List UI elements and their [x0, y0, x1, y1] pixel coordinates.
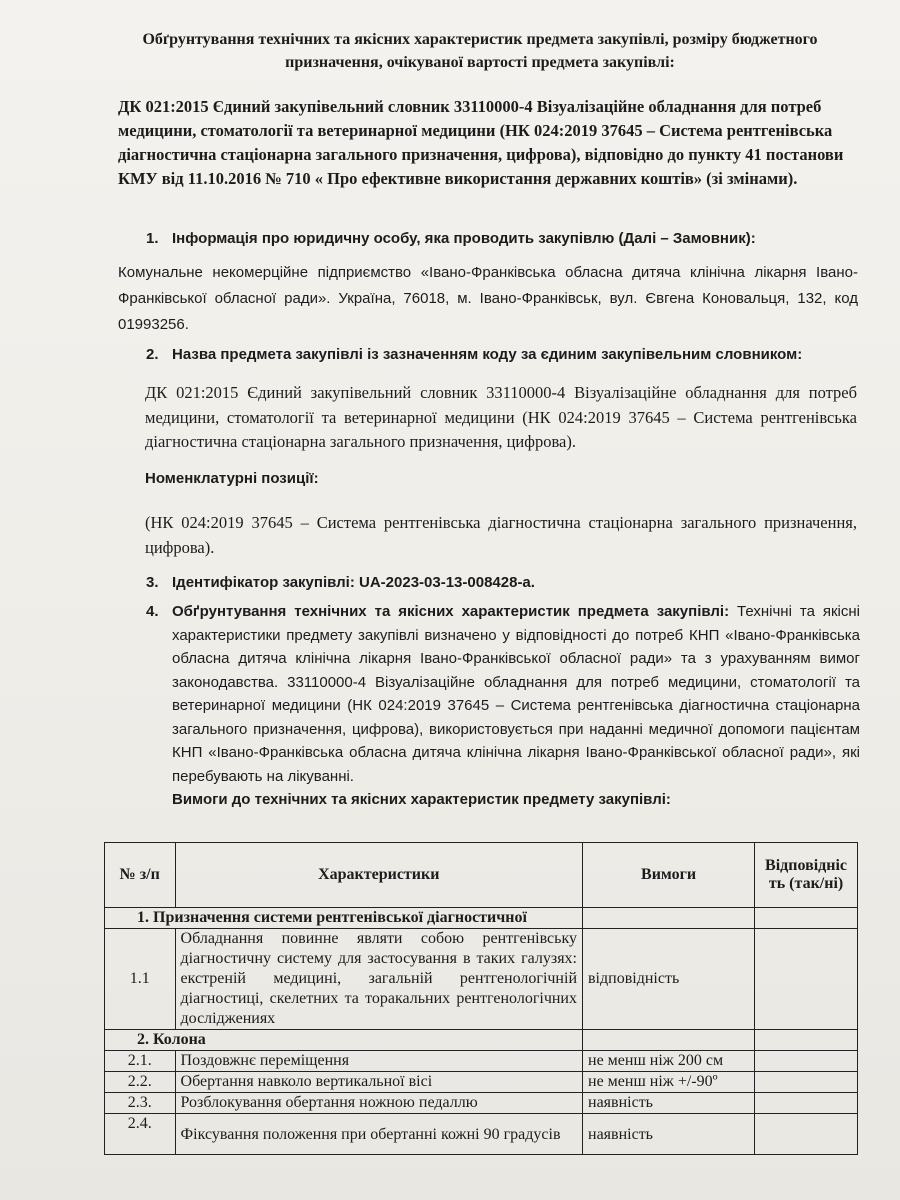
table-section-row — [105, 1030, 858, 1051]
row-number: 2.3. — [105, 1093, 176, 1114]
row-requirement: наявність — [583, 1114, 755, 1155]
requirements-table — [104, 842, 858, 1155]
section-purpose-label: 1. Призначення системи рентгенівської діагностичної — [105, 908, 583, 929]
header-requirements: Вимоги — [583, 843, 755, 908]
section-1-heading — [146, 228, 866, 250]
table-row — [105, 929, 858, 1030]
row-description: Обладнання повинне являти собою рентгенівську діагностичну систему для застосування в таких галузях: екстреній медицині, загальній рентгенологічній діагностиці, скелетних та торакальних рентгенологічних досліджениях — [175, 929, 582, 1030]
row-compliance[interactable] — [755, 929, 858, 1030]
table-header-row — [105, 843, 858, 908]
header-number: № з/п — [105, 843, 176, 908]
section-1-number: 1. — [146, 230, 159, 247]
table-row — [105, 1072, 858, 1093]
row-number: 2.1. — [105, 1051, 176, 1072]
table-row — [105, 1051, 858, 1072]
table-row — [105, 1114, 858, 1155]
section-2-title: Назва предмета закупівлі із зазначенням коду за єдиним закупівельним словником: — [172, 346, 803, 363]
section-column-empty — [583, 1030, 755, 1051]
section-purpose-empty-2 — [755, 908, 858, 929]
row-compliance[interactable] — [755, 1114, 858, 1155]
requirements-heading: Вимоги до технічних та якісних характеристик предмету закупівлі: — [172, 791, 671, 808]
row-compliance[interactable] — [755, 1072, 858, 1093]
row-requirement: не менш ніж 200 см — [583, 1051, 755, 1072]
section-3-number: 3. — [146, 574, 159, 591]
section-3-heading — [146, 572, 866, 594]
section-2-heading — [146, 344, 866, 366]
row-number: 1.1 — [105, 929, 176, 1030]
title-line-1: Обґрунтування технічних та якісних характеристик предмета закупівлі, розміру бюджетного — [142, 31, 818, 48]
row-requirement: не менш ніж +/-90º — [583, 1072, 755, 1093]
row-compliance[interactable] — [755, 1051, 858, 1072]
row-requirement: наявність — [583, 1093, 755, 1114]
table-row — [105, 1093, 858, 1114]
table-section-row — [105, 908, 858, 929]
row-description: Поздовжнє переміщення — [175, 1051, 582, 1072]
procurement-identifier: Ідентифікатор закупівлі: UA-2023-03-13-008428-a. — [172, 574, 535, 591]
row-compliance[interactable] — [755, 1093, 858, 1114]
section-4-lead: Обґрунтування технічних та якісних характеристик предмета закупівлі: — [172, 603, 730, 620]
section-column-empty-2 — [755, 1030, 858, 1051]
section-4-number: 4. — [146, 603, 159, 620]
section-purpose-empty — [583, 908, 755, 929]
section-2-text: ДК 021:2015 Єдиний закупівельний словник 33110000-4 Візуалізаційне обладнання для потреб медицини, стоматології та ветеринарної медицини (НК 024:2019 37645 – Система рентгенівська діагностична стаціонарна загального призначення, цифрова). — [145, 383, 857, 451]
section-1-text: Комунальне некомерційне підприємство «Івано-Франківська обласна дитяча клінічна лікарня Івано-Франківської обласної ради». Україна, 76018, м. Івано-Франківськ, вул. Євгена Коновальця, 132, код 01993256. — [118, 264, 858, 333]
section-column-label: 2. Колона — [105, 1030, 583, 1051]
nomenclature-heading: Номенклатурні позиції: — [145, 470, 319, 487]
nomenclature-text: (НК 024:2019 37645 – Система рентгенівська діагностична стаціонарна загального призначення, цифрова). — [145, 513, 857, 557]
section-1-title: Інформація про юридичну особу, яка проводить закупівлю (Далі – Замовник): — [172, 230, 756, 247]
title-line-2: призначення, очікуваної вартості предмета закупівлі: — [285, 54, 675, 71]
row-number: 2.2. — [105, 1072, 176, 1093]
section-2-number: 2. — [146, 346, 159, 363]
row-description: Фіксування положення при обертанні кожні 90 градусів — [175, 1114, 582, 1155]
section-4 — [146, 600, 861, 812]
row-description: Розблокування обертання ножною педаллю — [175, 1093, 582, 1114]
header-characteristics: Характеристики — [175, 843, 582, 908]
procurement-subject: ДК 021:2015 Єдиний закупівельний словник 33110000-4 Візуалізаційне обладнання для потреб медицини, стоматології та ветеринарної медицини (НК 024:2019 37645 – Система рентгенівська діагностична стаціонарна загального призначення, цифрова), відповідно до пункту 41 постанови КМУ від 11.10.2016 № 710 « Про ефективне використання державних коштів» (зі змінами). — [118, 97, 844, 188]
row-number: 2.4. — [105, 1114, 176, 1155]
header-compliance: Відповідніс ть (так/ні) — [755, 843, 858, 908]
section-4-text: Технічні та якісні характеристики предмету закупівлі визначено у відповідності до потреб КНП «Івано-Франківська обласна дитяча клінічна лікарня Івано-Франківської обласної ради» та з урахуванням вимог законодавства. 33110000-4 Візуалізаційне обладнання для потреб медицини, стоматології та ветеринарної медицини (НК 024:2019 37645 – Система рентгенівська діагностична стаціонарна загального призначення, цифрова), використовується при наданні медичної допомоги пацієнтам КНП «Івано-Франківська обласна дитяча клінічна лікарня Івано-Франківської обласної ради», які перебувають на лікуванні. — [172, 603, 861, 785]
row-description: Обертання навколо вертикальної вісі — [175, 1072, 582, 1093]
document-title — [120, 28, 840, 74]
row-requirement: відповідність — [583, 929, 755, 1030]
